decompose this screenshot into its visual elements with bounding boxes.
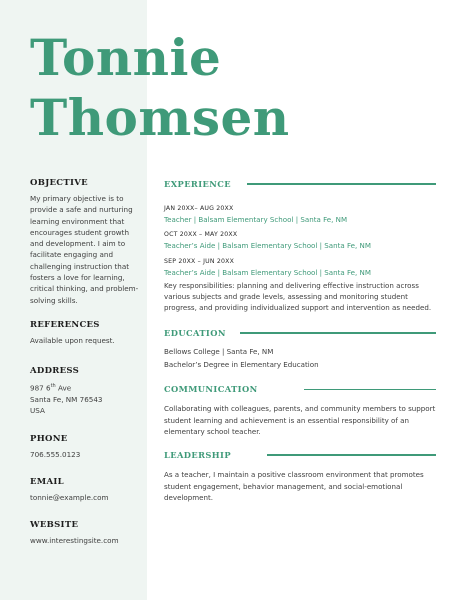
objective-heading: OBJECTIVE bbox=[30, 178, 88, 188]
references-heading: REFERENCES bbox=[30, 319, 100, 330]
leadership-text: As a teacher, I maintain a positive classroom environment that promotes student engagement, behavior management, and social-emotional development. bbox=[164, 470, 424, 502]
objective-text: My primary objective is to provide a safe and nurturing learning environment that encourages student growth and development. I aim to facilitate engaging and challenging instruction that fosters a love for learning, critical thinking, and problem-solving skills. bbox=[30, 194, 139, 305]
email-section bbox=[30, 477, 142, 503]
job-3-title: Teacher’s Aide | Balsam Elementary School | Santa Fe, NM bbox=[164, 267, 371, 277]
address-street: Ave bbox=[55, 383, 72, 393]
address-line-3: USA bbox=[30, 406, 45, 416]
references-section bbox=[30, 320, 142, 346]
address-number: 987 6 bbox=[30, 383, 51, 393]
education-divider bbox=[240, 332, 436, 334]
references-text: Available upon request. bbox=[30, 335, 115, 345]
candidate-name bbox=[30, 28, 290, 148]
communication-divider bbox=[304, 389, 436, 391]
email-value: tonnie@example.com bbox=[30, 492, 109, 502]
job-1-title: Teacher | Balsam Elementary School | Santa Fe, NM bbox=[164, 215, 348, 224]
phone-value: 706.555.0123 bbox=[30, 449, 81, 459]
first-name: Tonnie bbox=[30, 28, 222, 87]
website-heading: WEBSITE bbox=[30, 520, 79, 531]
job-2-title: Teacher’s Aide | Balsam Elementary School | Santa Fe, NM bbox=[164, 241, 371, 251]
experience-divider bbox=[247, 183, 436, 185]
phone-heading: PHONE bbox=[30, 433, 68, 444]
communication-text: Collaborating with colleagues, parents, and community members to support student learning and achievement is an essential responsibility of an elementary school teacher. bbox=[164, 404, 436, 436]
job-2-date: OCT 20XX – MAY 20XX bbox=[164, 231, 238, 239]
address-line-2: Santa Fe, NM 76543 bbox=[30, 394, 103, 404]
education-heading: EDUCATION bbox=[164, 327, 226, 338]
education-details bbox=[164, 346, 436, 371]
job-3-date: SEP 20XX – JUN 20XX bbox=[164, 257, 235, 265]
website-section bbox=[30, 520, 142, 546]
address-ordinal: th bbox=[50, 383, 56, 390]
communication-heading: COMMUNICATION bbox=[164, 384, 258, 395]
address-line-1 bbox=[30, 381, 142, 394]
main-content bbox=[164, 179, 436, 503]
communication-header bbox=[164, 384, 436, 394]
email-heading: EMAIL bbox=[30, 476, 64, 487]
experience-heading: EXPERIENCE bbox=[164, 179, 231, 189]
phone-section bbox=[30, 434, 142, 460]
last-name: Thomsen bbox=[30, 88, 290, 147]
education-degree: Bachelor’s Degree in Elementary Education bbox=[164, 360, 319, 370]
experience-header bbox=[164, 179, 436, 189]
education-header bbox=[164, 328, 436, 338]
leadership-divider bbox=[267, 454, 436, 456]
leadership-header bbox=[164, 450, 436, 460]
website-value: www.interestingsite.com bbox=[30, 536, 119, 546]
objective-section bbox=[30, 178, 142, 306]
address-heading: ADDRESS bbox=[30, 366, 80, 377]
sidebar bbox=[30, 178, 142, 563]
leadership-heading: LEADERSHIP bbox=[164, 450, 231, 461]
address-section bbox=[30, 366, 142, 416]
experience-responsibilities: Key responsibilities: planning and delivering effective instruction across various subjects and grade levels, assessing and monitoring student progress, and providing individualized support and intervention as needed. bbox=[164, 280, 432, 313]
job-1-date: JAN 20XX– AUG 20XX bbox=[164, 205, 234, 212]
education-school: Bellows College | Santa Fe, NM bbox=[164, 346, 274, 356]
experience-jobs bbox=[164, 204, 436, 314]
